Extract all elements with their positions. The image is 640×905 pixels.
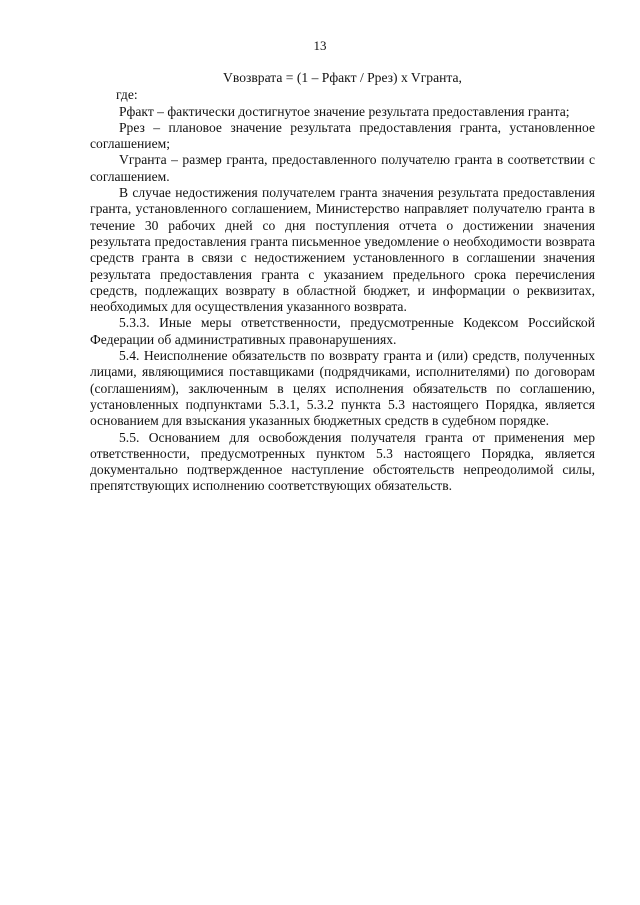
definition-rfakt: Рфакт – фактически достигнутое значение результата предоставления гранта;	[119, 103, 570, 119]
definition-rrez: Ррез – плановое значение результата предоставления гранта, установленное соглашением;	[90, 119, 595, 152]
page-number: 13	[313, 38, 327, 53]
where-label: где:	[116, 87, 138, 103]
document-body	[90, 70, 595, 495]
paragraph-5-3-3: 5.3.3. Иные меры ответственности, предусмотренные Кодексом Российской Федерации об административных правонарушениях.	[90, 315, 595, 347]
paragraph-5-4: 5.4. Неисполнение обязательств по возврату гранта и (или) средств, полученных лицами, являющимися поставщиками (подрядчиками, исполнителями) по договорам (соглашениям), заключенным в целях исполнения обязательств по соглашению, установленных подпунктами 5.3.1, 5.3.2 пункта 5.3 настоящего Порядка, является основанием для взыскания указанных бюджетных средств в судебном порядке.	[90, 348, 595, 429]
definition-vgranta: Vгранта – размер гранта, предоставленного получателю гранта в соответствии с соглашением.	[90, 152, 595, 184]
paragraph-5-5: 5.5. Основанием для освобождения получателя гранта от применения мер ответственности, предусмотренных пунктом 5.3 настоящего Порядка, является документально подтвержденное наступление обстоятельств непреодолимой силы, препятствующих исполнению соответствующих обязательств.	[90, 429, 595, 494]
refund-formula: Vвозврата = (1 – Рфакт / Ррез) x Vгранта,	[223, 70, 462, 85]
paragraph-notice: В случае недостижения получателем гранта значения результата предоставления гранта, установленного соглашением, Министерство направляет получателю гранта в течение 30 рабочих дней со дня поступления отчета о достижении значения результата предоставления гранта письменное уведомление о необходимости возврата средств гранта в связи с недостижением установленного в соглашении значения результата предоставления гранта с указанием предельного срока перечисления средств, подлежащих возврату в областной бюджет, и информации о реквизитах, необходимых для осуществления указанного возврата.	[90, 185, 595, 315]
